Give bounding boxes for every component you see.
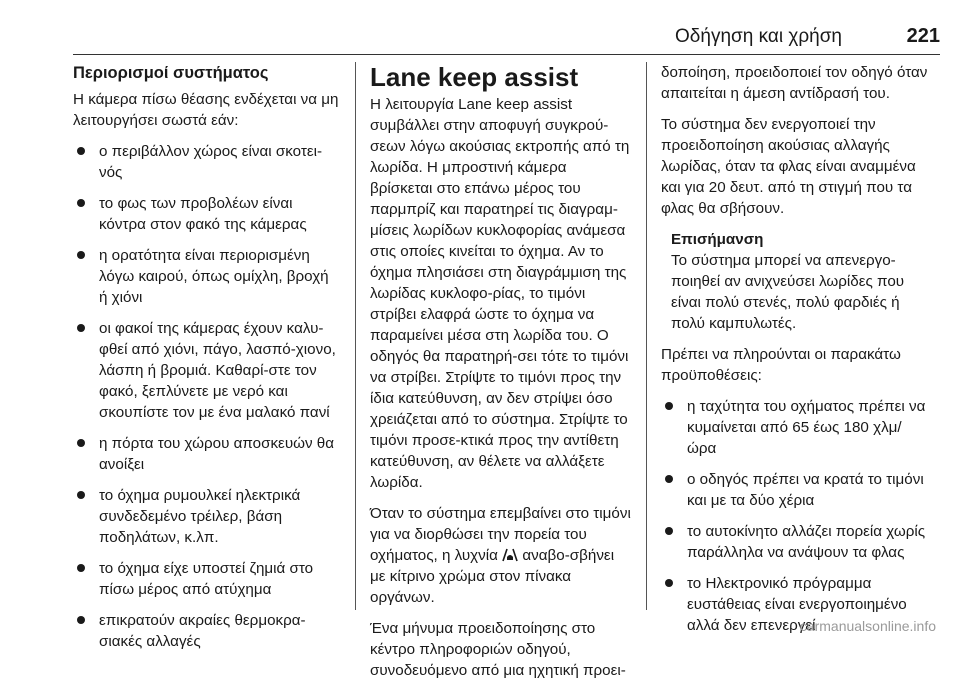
header-rule: [73, 54, 940, 55]
list-item: επικρατούν ακραίες θερμοκρα-σιακές αλλαγές: [73, 610, 341, 652]
note-box: [661, 229, 929, 334]
lane-keep-assist-heading: Lane keep assist: [370, 62, 579, 92]
column-divider-left: [355, 62, 356, 610]
bullet-icon: [77, 199, 85, 207]
list-item: ο περιβάλλον χώρος είναι σκοτει-νός: [73, 141, 341, 183]
column-middle: [370, 62, 632, 691]
camera-limits-list: [73, 141, 341, 652]
list-item: η πόρτα του χώρου αποσκευών θα ανοίξει: [73, 433, 341, 475]
bullet-icon: [77, 439, 85, 447]
page-number: 221: [906, 25, 940, 47]
lane-keep-assist-icon: [502, 548, 518, 562]
bullet-icon: [665, 475, 673, 483]
bullet-icon: [77, 251, 85, 259]
list-item: το όχημα ρυμουλκεί ηλεκτρικά συνδεδεμένο τρέιλερ, βάση ποδηλάτων, κ.λπ.: [73, 485, 341, 548]
camera-intro: Η κάμερα πίσω θέασης ενδέχεται να μη λειτουργήσει σωστά εάν:: [73, 91, 339, 129]
bullet-icon: [665, 402, 673, 410]
watermark: carmanualsonline.info: [799, 618, 936, 634]
list-item: το αυτοκίνητο αλλάζει πορεία χωρίς παράλληλα να ανάψουν τα φλας: [661, 521, 929, 563]
page-header: [0, 0, 960, 46]
system-limits-heading: Περιορισμοί συστήματος: [73, 64, 269, 82]
bullet-icon: [77, 491, 85, 499]
column-left: [73, 62, 341, 662]
list-item: η ταχύτητα του οχήματος πρέπει να κυμαίνεται από 65 έως 180 χλμ/ώρα: [661, 396, 929, 459]
intervention-paragraph: Όταν το σύστημα επεμβαίνει στο τιμόνι για να διορθώσει την πορεία του οχήματος, η λυχνία αναβο-σβήνει με κίτρινο χρώμα στον πίνακα οργάνων.: [370, 505, 631, 606]
bullet-icon: [77, 324, 85, 332]
conditions-intro: Πρέπει να πληρούνται οι παρακάτω προϋποθέσεις:: [661, 346, 901, 384]
column-right: [661, 62, 929, 646]
note-text: Το σύστημα μπορεί να απενεργο-ποιηθεί αν ανιχνεύσει λωρίδες που είναι πολύ στενές, πολύ φαρδιές ή πολύ καμπυλωτές.: [671, 252, 905, 332]
warning-message-paragraph: Ένα μήνυμα προειδοποίησης στο κέντρο πληροφοριών οδηγού, συνοδευόμενο από μια ηχητική προει-: [370, 620, 626, 679]
warning-continuation: δοποίηση, προειδοποιεί τον οδηγό όταν απαιτείται η άμεση αντίδρασή του.: [661, 64, 928, 102]
note-title: Επισήμανση: [671, 231, 764, 248]
list-item: το Ηλεκτρονικό πρόγραμμα ευστάθειας είναι ενεργοποιημένο αλλά δεν επενεργεί: [661, 573, 929, 636]
column-divider-right: [646, 62, 647, 610]
bullet-icon: [665, 527, 673, 535]
turn-signal-paragraph: Το σύστημα δεν ενεργοποιεί την προειδοποίηση ακούσιας αλλαγής λωρίδας, όταν τα φλας είναι αναμμένα και για 20 δευτ. από τη στιγμή που τα φλας θα σβήσουν.: [661, 116, 916, 217]
bullet-icon: [665, 579, 673, 587]
conditions-list: [661, 396, 929, 636]
list-item: οι φακοί της κάμερας έχουν καλυ-φθεί από χιόνι, πάγο, λασπό-χιονο, λάσπη ή βρομιά. Καθαρί-στε τον φακό, ξεπλύνετε με νερό και σκουπίστε τον με ένα μαλακό πανί: [73, 318, 341, 423]
section-title: Οδήγηση και χρήση: [675, 26, 842, 47]
list-item: η ορατότητα είναι περιορισμένη λόγω καιρού, όπως ομίχλη, βροχή ή χιόνι: [73, 245, 341, 308]
list-item: το φως των προβολέων είναι κόντρα στον φακό της κάμερας: [73, 193, 341, 235]
bullet-icon: [77, 564, 85, 572]
bullet-icon: [77, 147, 85, 155]
list-item: το όχημα είχε υποστεί ζημιά στο πίσω μέρος από ατύχημα: [73, 558, 341, 600]
bullet-icon: [77, 616, 85, 624]
list-item: ο οδηγός πρέπει να κρατά το τιμόνι και με τα δύο χέρια: [661, 469, 929, 511]
lane-keep-description: Η λειτουργία Lane keep assist συμβάλλει στην αποφυγή συγκρού-σεων λόγω ακούσιας εκτροπής από τη λωρίδα. Η μπροστινή κάμερα βρίσκεται στο επάνω μέρος του παρμπρίζ και παρατηρεί τις διαγραμ-μίσεις λωρίδων κυκλοφορίας ανάμεσα στις οποίες κινείται το όχημα. Αν το όχημα πλησιάσει στη διαγράμμιση της λωρίδας κυκλοφο-ρίας, το τιμόνι στρίβει ελαφρά ώστε το όχημα να παραμείνει μέσα στη λωρίδα του. Ο οδηγός θα παρατηρή-σει τότε το τιμόνι να στρίβει. Στρίψτε το τιμόνι προς την ίδια κατεύθυνση, αν δεν στρίψει όσο χρειάζεται από το σύστημα. Στρίψτε το τιμόνι προσε-κτικά προς την αντίθετη κατεύθυνση, αν θέλετε να αλλάξετε λωρίδα.: [370, 96, 630, 491]
